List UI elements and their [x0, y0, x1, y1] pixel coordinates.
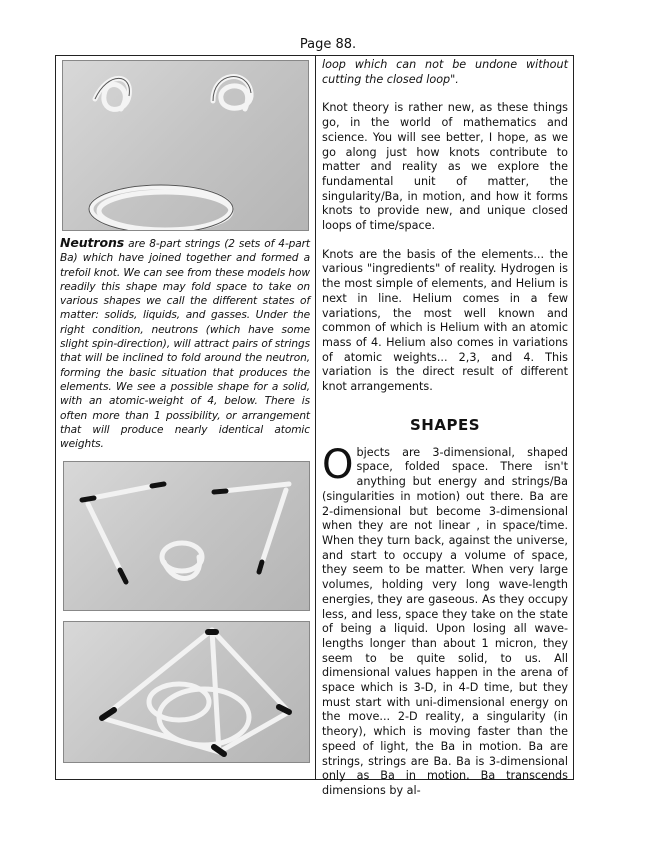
caption-lead: Neutrons [60, 235, 125, 250]
folded-strings-photo [63, 461, 310, 611]
shapes-paragraph [322, 441, 568, 799]
right-column [322, 58, 568, 799]
pyramid-model-photo [63, 621, 310, 763]
knot-theory-paragraph: Knot theory is rather new, as these things go, in the world of mathematics and science. You will see better, I hope, as we go along just how knots contribute to matter and reality as we explore the fundamental unit of matter, the singularity/Ba, in motion, and how it forms knots to provide new, and unique closed loops of time/space. [322, 101, 568, 233]
shapes-body: bjects are 3-dimensional, shaped space, folded space. There isn't anything but energy and strings/Ba (singularities in motion) out there. Ba are 2-dimensional but become 3-dimensional when they are not linear , in space/time. When they turn back, against the universe, and start to occupy a volume of space, they seem to be matter. When very large volumes, holding very long wave-length energies, they are gaseous. As they occupy less, and less, space they take on the state of being a liquid. Upon losing all wave-lengths longer than about 1 micron, they seem to be quite solid, to us. All dimensional values happen in the arena of space which is 3-D, in 4-D time, but they must start with uni-dimensional energy on the move... 2-D reality, a singularity (in theory), which is moving faster than the speed of light, the Ba in motion. Ba are strings, strings are Ba. Ba is 3-dimensional only as Ba in motion. Ba transcends dimensions by al- [322, 445, 568, 797]
page-number: Page 88. [299, 37, 357, 52]
shapes-heading: SHAPES [409, 415, 480, 434]
knot-models-photo [62, 60, 309, 231]
caption-body: are 8-part strings (2 sets of 4-part Ba) which have joined together and formed a trefoil knot. We can see from these models how readily this shape may fold space to take on various shapes we call the different states of matter: solids, liquids, and gasses. Under the right condition, neutrons (which have some slight spin-direction), will attract pairs of strings that will be inclined to fold around the neutron, forming the basic situation that produces the elements. We see a possible shape for a solid, with an atomic-weight of 4, below. There is often more than 1 possibility, or arrangement that will produce nearly identical atomic weights. [60, 238, 310, 451]
drop-cap: O [322, 441, 354, 488]
quote-tail: loop which can not be undone without cutting the closed loop". [322, 58, 568, 86]
left-column [60, 60, 310, 763]
elements-paragraph: Knots are the basis of the elements... the various "ingredients" of reality. Hydrogen is the most simple of elements, and Helium is next in line. Helium comes in a few variations, the most well known and common of which is Helium with an atomic mass of 4. Helium also comes in variations of atomic weights... 2,3, and 4. This variation is the direct result of different knot arrangements. [322, 247, 568, 394]
column-divider [315, 55, 316, 780]
neutrons-caption [60, 236, 310, 451]
